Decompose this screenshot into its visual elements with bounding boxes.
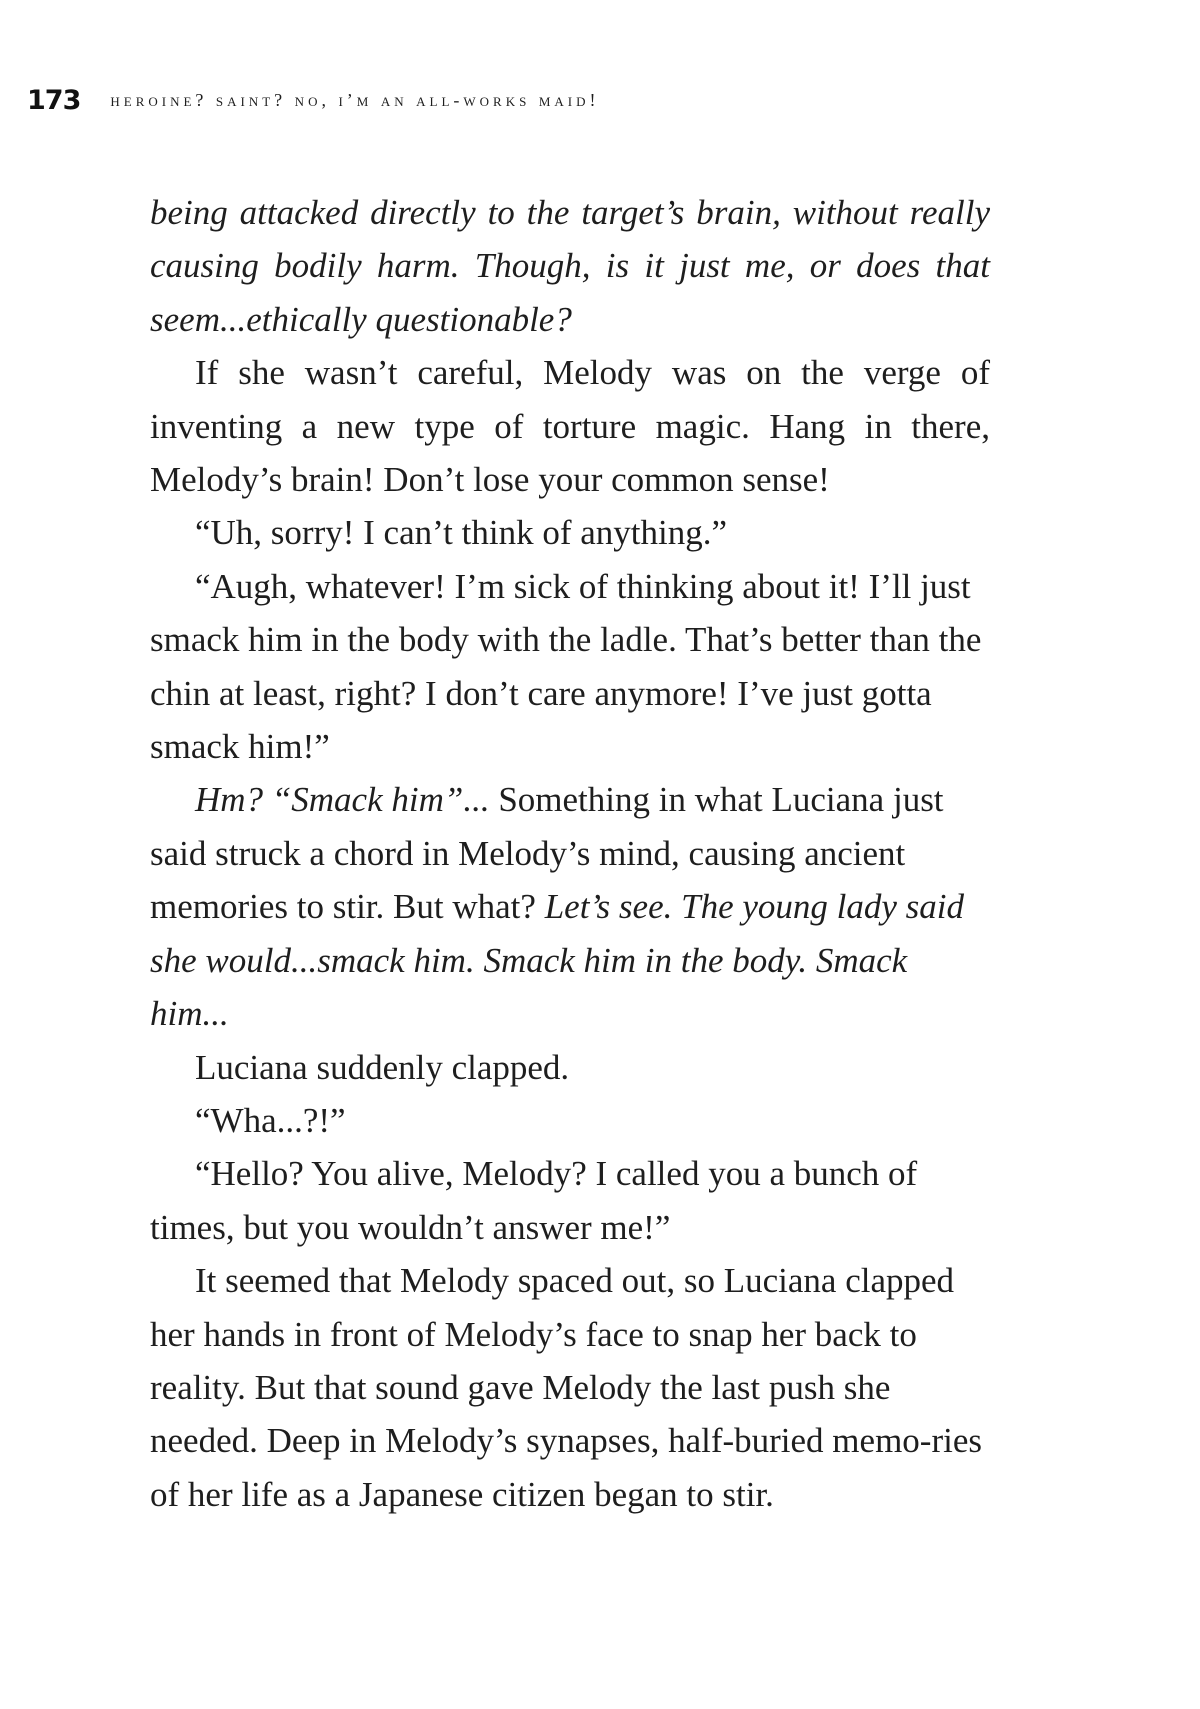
text-segment: Luciana suddenly clapped. xyxy=(195,1047,570,1087)
paragraph xyxy=(150,560,990,774)
text-segment: Let’s see. The young lady said she would...smack him. Smack him in the body. Smack him... xyxy=(150,887,965,1034)
paragraph xyxy=(150,1254,990,1521)
paragraph xyxy=(150,773,990,1040)
paragraph xyxy=(150,506,990,559)
text-segment: “Hello? You alive, Melody? I called you a bunch of times, but you wouldn’t answer me!” xyxy=(150,1154,918,1247)
text-segment: If she wasn’t careful, Melody was on the verge of inventing a new type of torture magic. Hang in there, Melody’s brain! Don’t lose your common sense! xyxy=(150,353,990,500)
body-text xyxy=(150,186,990,1521)
text-segment: “Augh, whatever! I’m sick of thinking about it! I’ll just smack him in the body with the ladle. That’s better than the chin at least, right? I don’t care anymore! I’ve just gotta smack him!” xyxy=(150,566,982,767)
paragraph xyxy=(150,1041,990,1094)
paragraph xyxy=(150,186,990,346)
text-segment: Hm? “Smack him”... xyxy=(195,780,490,820)
text-segment: being attacked directly to the target’s brain, without really causing bodily harm. Though, is it just me, or does that seem...ethically questionable? xyxy=(150,193,990,339)
paragraph xyxy=(150,1147,990,1254)
paragraph xyxy=(150,346,990,506)
text-segment: It seemed that Melody spaced out, so Luciana clapped her hands in front of Melody’s face to snap her back to reality. But that sound gave Melody the last push she needed. Deep in Melody’s synapses, half-buried memo-ries of her life as a Japanese citizen began to stir. xyxy=(150,1261,982,1514)
paragraph xyxy=(150,1094,990,1147)
page-header xyxy=(27,80,599,120)
running-title: heroine? saint? no, i’m an all-works maid! xyxy=(110,89,600,110)
page-number: 173 xyxy=(27,84,81,116)
text-segment: Something in what Luciana just said struck a chord in Melody’s mind, causing ancient memories to stir. But what? xyxy=(150,780,944,927)
text-segment: “Wha...?!” xyxy=(195,1100,346,1140)
text-segment: “Uh, sorry! I can’t think of anything.” xyxy=(195,513,727,553)
